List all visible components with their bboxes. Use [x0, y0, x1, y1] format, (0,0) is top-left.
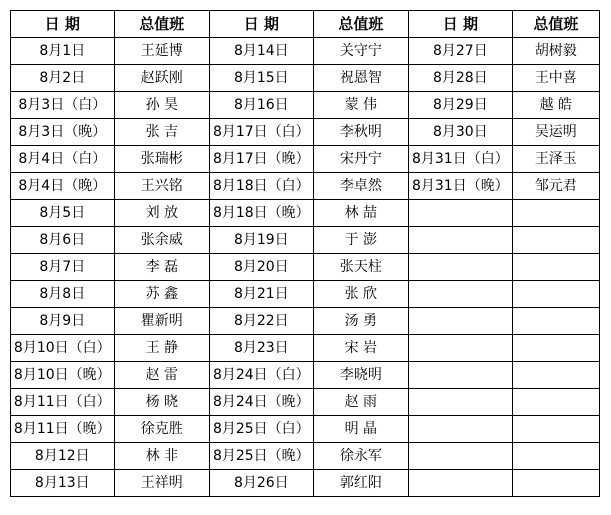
- cell-duty-2: 林 喆: [313, 200, 408, 227]
- cell-duty-2: 李卓然: [313, 173, 408, 200]
- cell-duty-2: 明 晶: [313, 416, 408, 443]
- cell-date-1: 8月2日: [11, 65, 115, 92]
- cell-duty-2: 宋 岩: [313, 335, 408, 362]
- cell-date-1: 8月13日: [11, 470, 115, 497]
- table-row: [11, 119, 600, 146]
- table-row: [11, 254, 600, 281]
- cell-date-1: 8月10日（白）: [11, 335, 115, 362]
- cell-duty-2: 于 澎: [313, 227, 408, 254]
- cell-date-2: 8月15日: [210, 65, 314, 92]
- cell-duty-2: 赵 雨: [313, 389, 408, 416]
- cell-duty-3: [512, 416, 599, 443]
- table-row: [11, 227, 600, 254]
- cell-date-1: 8月9日: [11, 308, 115, 335]
- cell-date-3: [409, 416, 513, 443]
- cell-duty-1: 杨 晓: [114, 389, 209, 416]
- cell-date-3: 8月28日: [409, 65, 513, 92]
- header-date-3: 日 期: [409, 11, 513, 38]
- cell-date-3: [409, 443, 513, 470]
- cell-duty-3: 胡树毅: [512, 38, 599, 65]
- cell-date-2: 8月20日: [210, 254, 314, 281]
- header-duty-1: 总值班: [114, 11, 209, 38]
- cell-date-3: [409, 200, 513, 227]
- table-row: [11, 200, 600, 227]
- cell-duty-1: 张 吉: [114, 119, 209, 146]
- table-row: [11, 65, 600, 92]
- cell-date-1: 8月3日（白）: [11, 92, 115, 119]
- cell-date-1: 8月7日: [11, 254, 115, 281]
- cell-date-3: [409, 308, 513, 335]
- cell-date-2: 8月25日（晚）: [210, 443, 314, 470]
- cell-duty-3: [512, 389, 599, 416]
- cell-duty-2: 蒙 伟: [313, 92, 408, 119]
- cell-date-1: 8月11日（晚）: [11, 416, 115, 443]
- cell-duty-3: [512, 335, 599, 362]
- cell-date-3: 8月31日（晚）: [409, 173, 513, 200]
- cell-date-2: 8月16日: [210, 92, 314, 119]
- cell-date-1: 8月10日（晚）: [11, 362, 115, 389]
- cell-date-1: 8月5日: [11, 200, 115, 227]
- cell-duty-2: 张 欣: [313, 281, 408, 308]
- cell-date-3: 8月30日: [409, 119, 513, 146]
- cell-date-2: 8月19日: [210, 227, 314, 254]
- cell-date-1: 8月4日（白）: [11, 146, 115, 173]
- cell-duty-1: 张余威: [114, 227, 209, 254]
- cell-date-2: 8月17日（晚）: [210, 146, 314, 173]
- header-date-2: 日 期: [210, 11, 314, 38]
- cell-duty-3: 王泽玉: [512, 146, 599, 173]
- cell-date-2: 8月24日（白）: [210, 362, 314, 389]
- cell-date-1: 8月12日: [11, 443, 115, 470]
- cell-duty-1: 林 非: [114, 443, 209, 470]
- header-duty-3: 总值班: [512, 11, 599, 38]
- cell-duty-1: 王祥明: [114, 470, 209, 497]
- cell-date-2: 8月24日（晚）: [210, 389, 314, 416]
- table-row: [11, 389, 600, 416]
- cell-date-3: 8月31日（白）: [409, 146, 513, 173]
- cell-date-1: 8月8日: [11, 281, 115, 308]
- cell-duty-2: 郭红阳: [313, 470, 408, 497]
- cell-date-1: 8月6日: [11, 227, 115, 254]
- cell-duty-2: 徐永军: [313, 443, 408, 470]
- cell-duty-3: [512, 281, 599, 308]
- cell-date-1: 8月3日（晚）: [11, 119, 115, 146]
- cell-date-2: 8月21日: [210, 281, 314, 308]
- table-row: [11, 443, 600, 470]
- table-row: [11, 173, 600, 200]
- cell-date-1: 8月1日: [11, 38, 115, 65]
- cell-date-3: 8月29日: [409, 92, 513, 119]
- cell-date-1: 8月11日（白）: [11, 389, 115, 416]
- cell-duty-2: 张天柱: [313, 254, 408, 281]
- cell-date-1: 8月4日（晚）: [11, 173, 115, 200]
- cell-duty-2: 祝恩智: [313, 65, 408, 92]
- table-row: [11, 308, 600, 335]
- cell-duty-1: 赵跃刚: [114, 65, 209, 92]
- cell-duty-3: [512, 362, 599, 389]
- cell-duty-1: 刘 放: [114, 200, 209, 227]
- cell-duty-1: 赵 雷: [114, 362, 209, 389]
- cell-date-2: 8月17日（白）: [210, 119, 314, 146]
- table-row: [11, 362, 600, 389]
- table-row: [11, 281, 600, 308]
- cell-date-3: [409, 227, 513, 254]
- cell-date-3: 8月27日: [409, 38, 513, 65]
- cell-duty-3: 越 皓: [512, 92, 599, 119]
- header-row: [11, 11, 600, 38]
- cell-date-3: [409, 362, 513, 389]
- duty-schedule-table: [10, 10, 600, 497]
- cell-duty-1: 孙 昊: [114, 92, 209, 119]
- cell-duty-1: 苏 鑫: [114, 281, 209, 308]
- cell-duty-3: [512, 254, 599, 281]
- cell-duty-3: [512, 308, 599, 335]
- cell-date-2: 8月26日: [210, 470, 314, 497]
- header-duty-2: 总值班: [313, 11, 408, 38]
- cell-duty-1: 李 磊: [114, 254, 209, 281]
- table-row: [11, 416, 600, 443]
- cell-duty-3: 王中喜: [512, 65, 599, 92]
- cell-duty-2: 李秋明: [313, 119, 408, 146]
- cell-duty-2: 汤 勇: [313, 308, 408, 335]
- table-row: [11, 146, 600, 173]
- cell-date-2: 8月18日（白）: [210, 173, 314, 200]
- cell-duty-3: [512, 443, 599, 470]
- cell-date-3: [409, 335, 513, 362]
- cell-date-2: 8月14日: [210, 38, 314, 65]
- cell-duty-3: 邹元君: [512, 173, 599, 200]
- cell-duty-1: 徐克胜: [114, 416, 209, 443]
- cell-date-3: [409, 389, 513, 416]
- cell-duty-3: [512, 200, 599, 227]
- header-date-1: 日 期: [11, 11, 115, 38]
- cell-date-3: [409, 254, 513, 281]
- cell-duty-2: 李晓明: [313, 362, 408, 389]
- cell-duty-3: [512, 227, 599, 254]
- cell-date-2: 8月25日（白）: [210, 416, 314, 443]
- cell-duty-3: [512, 470, 599, 497]
- cell-duty-1: 王兴铭: [114, 173, 209, 200]
- cell-date-2: 8月23日: [210, 335, 314, 362]
- table-row: [11, 92, 600, 119]
- table-row: [11, 38, 600, 65]
- cell-date-2: 8月18日（晚）: [210, 200, 314, 227]
- table-row: [11, 335, 600, 362]
- cell-duty-1: 瞿新明: [114, 308, 209, 335]
- schedule-body: [11, 38, 600, 497]
- cell-duty-1: 张瑞彬: [114, 146, 209, 173]
- cell-duty-1: 王延博: [114, 38, 209, 65]
- table-row: [11, 470, 600, 497]
- cell-duty-3: 吴运明: [512, 119, 599, 146]
- cell-duty-1: 王 静: [114, 335, 209, 362]
- cell-date-3: [409, 470, 513, 497]
- cell-date-3: [409, 281, 513, 308]
- cell-duty-2: 关守宁: [313, 38, 408, 65]
- cell-duty-2: 宋丹宁: [313, 146, 408, 173]
- cell-date-2: 8月22日: [210, 308, 314, 335]
